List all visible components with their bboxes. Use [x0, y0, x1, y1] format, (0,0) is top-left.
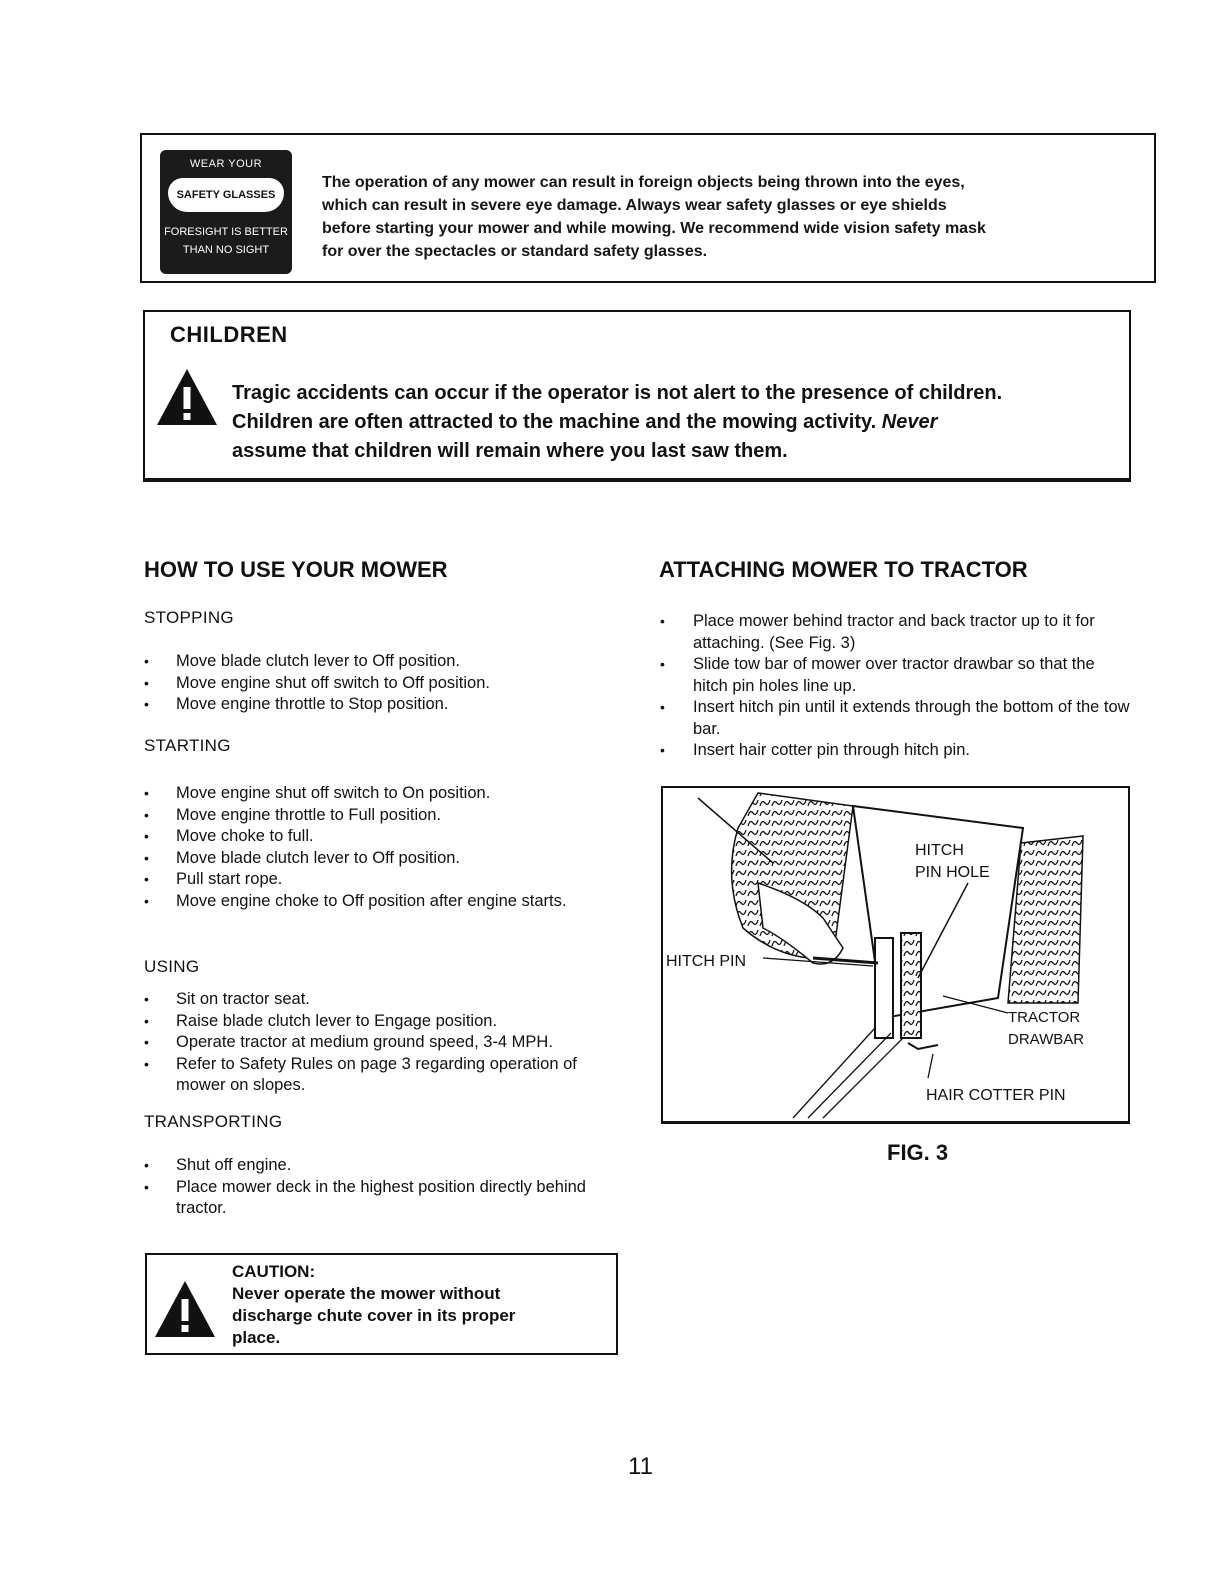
safety-text-line: The operation of any mower can result in foreign objects being thrown into the eyes, — [322, 174, 965, 191]
label-hair-cotter-pin: HAIR COTTER PIN — [926, 1087, 1066, 1104]
logo-bottom-text-1: FORESIGHT IS BETTER — [164, 226, 288, 238]
caution-line-3: place. — [232, 1328, 281, 1347]
warning-triangle-icon — [153, 1279, 217, 1344]
starting-list — [144, 783, 614, 912]
logo-bottom-text-2: THAN NO SIGHT — [182, 244, 270, 256]
safety-text-line: before starting your mower and while mowing. We recommend wide vision safety mask — [322, 220, 986, 237]
safety-glasses-text — [322, 171, 1122, 263]
never-emphasis: Never — [881, 411, 938, 433]
list-item: • Shut off engine. — [144, 1155, 614, 1177]
children-line-3: assume that children will remain where you last saw them. — [232, 440, 788, 462]
children-title: CHILDREN — [170, 322, 288, 347]
safety-text-line: for over the spectacles or standard safety glasses. — [322, 243, 708, 260]
stopping-label: STOPPING — [144, 608, 234, 627]
list-item: • Slide tow bar of mower over tractor drawbar so that the hitch pin holes line up. — [660, 654, 1130, 697]
figure-3-illustration — [661, 786, 1130, 1124]
using-list — [144, 989, 624, 1097]
label-hitch-pin-hole-1: HITCH — [915, 842, 964, 859]
children-line-1: Tragic accidents can occur if the operator is not alert to the presence of children. — [232, 382, 1003, 404]
list-item: • Refer to Safety Rules on page 3 regarding operation of mower on slopes. — [144, 1054, 626, 1097]
list-item: • Move blade clutch lever to Off position. — [144, 848, 614, 870]
list-item: • Move engine shut off switch to On position. — [144, 783, 614, 805]
caution-title: CAUTION: — [232, 1262, 316, 1281]
hitch-illustration — [663, 788, 1128, 1121]
list-item: • Insert hitch pin until it extends through the bottom of the tow bar. — [660, 697, 1130, 740]
caution-line-2: discharge chute cover in its proper — [232, 1306, 516, 1325]
warning-triangle-icon — [155, 367, 219, 432]
transporting-list — [144, 1155, 614, 1220]
list-item: • Move blade clutch lever to Off position. — [144, 651, 614, 673]
label-hitch-pin-hole-2: PIN HOLE — [915, 864, 990, 881]
using-label: USING — [144, 957, 200, 976]
how-to-use-heading: HOW TO USE YOUR MOWER — [144, 557, 448, 582]
list-item: • Move engine throttle to Full position. — [144, 805, 614, 827]
children-warning-text — [232, 379, 1112, 466]
list-item: • Operate tractor at medium ground speed, 3-4 MPH. — [144, 1032, 624, 1054]
caution-text — [232, 1261, 612, 1349]
attaching-heading: ATTACHING MOWER TO TRACTOR — [659, 557, 1028, 582]
safety-glasses-logo — [160, 150, 292, 274]
logo-middle-text: SAFETY GLASSES — [168, 178, 284, 212]
list-item: • Move choke to full. — [144, 826, 614, 848]
figure-caption: FIG. 3 — [887, 1140, 949, 1165]
caution-line-1: Never operate the mower without — [232, 1284, 501, 1303]
list-item: • Raise blade clutch lever to Engage position. — [144, 1011, 624, 1033]
starting-label: STARTING — [144, 736, 231, 755]
list-item: • Move engine throttle to Stop position. — [144, 694, 614, 716]
list-item: • Pull start rope. — [144, 869, 614, 891]
label-hitch-pin: HITCH PIN — [666, 953, 746, 970]
list-item: • Place mower deck in the highest position directly behind tractor. — [144, 1177, 596, 1220]
logo-top-text: WEAR YOUR — [189, 158, 263, 170]
page-number: 11 — [628, 1453, 653, 1480]
children-line-2-text: Children are often attracted to the machine and the mowing activity. — [232, 411, 882, 433]
transporting-label: TRANSPORTING — [144, 1112, 283, 1131]
list-item: • Insert hair cotter pin through hitch pin. — [660, 740, 1130, 762]
attaching-list — [660, 611, 1130, 762]
label-tractor: TRACTOR — [1008, 1009, 1081, 1026]
list-item: • Move engine shut off switch to Off position. — [144, 673, 614, 695]
safety-text-line: which can result in severe eye damage. Always wear safety glasses or eye shields — [322, 197, 947, 214]
list-item: • Sit on tractor seat. — [144, 989, 624, 1011]
list-item: • Move engine choke to Off position after engine starts. — [144, 891, 576, 913]
label-drawbar: DRAWBAR — [1008, 1031, 1085, 1048]
stopping-list — [144, 651, 614, 716]
children-line-2 — [232, 408, 1112, 437]
list-item: • Place mower behind tractor and back tractor up to it for attaching. (See Fig. 3) — [660, 611, 1130, 654]
